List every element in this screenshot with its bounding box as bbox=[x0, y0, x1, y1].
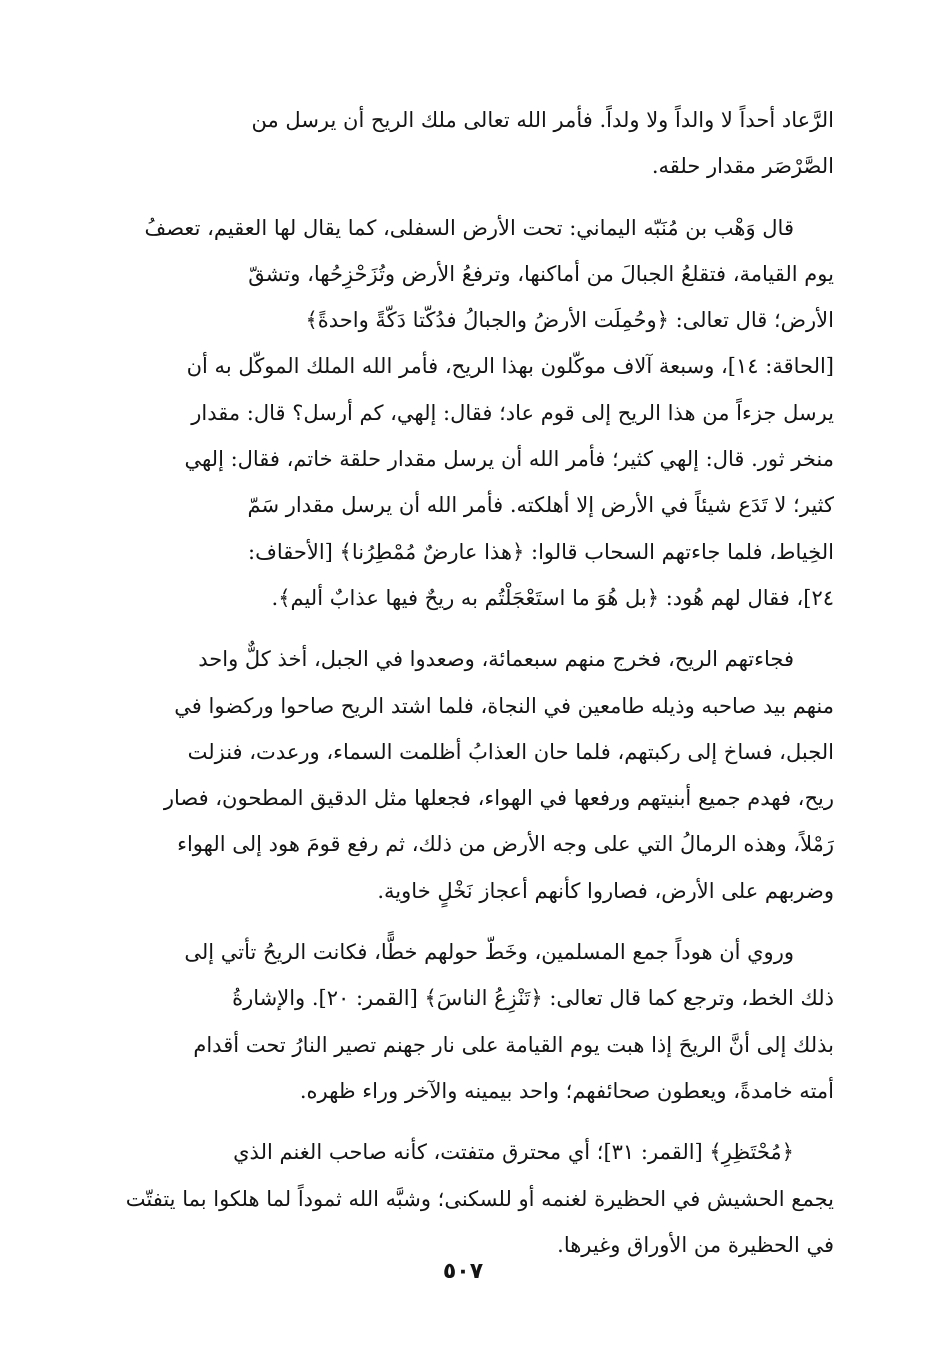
text-line: ريح، فهدم جميع أبنيتهم ورفعها في الهواء، فجعلها مثل الدقيق المطحون، فصار bbox=[163, 786, 834, 811]
text-line: [الحاقة: ١٤]، وسبعة آلاف موكّلون بهذا الريح، فأمر الله الملك الموكّل به أن bbox=[186, 354, 834, 379]
paragraph-1 bbox=[108, 97, 834, 190]
text-line: الجبل، فساخ إلى ركبتهم، فلما حان العذابُ أظلمت السماء، ورعدت، فنزلت bbox=[187, 739, 834, 764]
text-line: الصَّرْصَر مقدار حلقه. bbox=[651, 154, 834, 179]
text-line: يرسل جزءاً من هذا الريح إلى قوم عاد؛ فقال: إلهي، كم أرسل؟ قال: مقدار bbox=[191, 400, 834, 425]
text-line: يوم القيامة، فتقلعُ الجبالَ من أماكنها، وترفعُ الأرض وتُزَحْزِحُها، وتشقّ bbox=[248, 261, 834, 286]
text-line: ذلك الخط، وترجع كما قال تعالى: ﴿تَنْزِعُ الناسَ﴾ [القمر: ٢٠]. والإشارةُ bbox=[232, 986, 834, 1011]
paragraph-4 bbox=[108, 929, 834, 1114]
paragraph-3 bbox=[108, 636, 834, 914]
text-line: ﴿مُحْتَظِرِ﴾ [القمر: ٣١]؛ أي محترق متفتت، كأنه صاحب الغنم الذي bbox=[233, 1140, 794, 1165]
text-line: بذلك إلى أنَّ الريحَ إذا هبت يوم القيامة على نار جهنم تصير النارُ تحت أقدام bbox=[193, 1032, 834, 1057]
text-line: الخِياط، فلما جاءتهم السحاب قالوا: ﴿هذا عارضٌ مُمْطِرُنا﴾ [الأحقاف: bbox=[248, 539, 834, 564]
paragraph-5 bbox=[108, 1129, 834, 1268]
paragraph-2 bbox=[108, 205, 834, 622]
text-line: قال وَهْب بن مُنَبّه اليماني: تحت الأرض السفلى، كما يقال لها العقيم، تعصفُ bbox=[144, 215, 794, 240]
page-body bbox=[108, 97, 834, 1268]
text-line: الأرض؛ قال تعالى: ﴿وحُمِلَت الأرضُ والجبالُ فدُكّتا دَكّةً واحدةً﴾ bbox=[305, 308, 834, 333]
text-line: فجاءتهم الريح، فخرج منهم سبعمائة، وصعدوا في الجبل، أخذ كلٌّ واحد bbox=[198, 647, 794, 672]
text-line: رَمْلاً، وهذه الرمالُ التي على وجه الأرض من ذلك، ثم رفع قومَ هود إلى الهواء bbox=[177, 832, 834, 857]
text-line: الرَّعاد أحداً لا والداً ولا ولداً. فأمر الله تعالى ملك الريح أن يرسل من bbox=[251, 108, 834, 132]
text-line: وضربهم على الأرض، فصاروا كأنهم أعجاز نَخْلٍ خاوية. bbox=[377, 878, 834, 903]
text-line: ٢٤]، فقال لهم هُود: ﴿بل هُوَ ما استَعْجَلْتُم به ريحٌ فيها عذابٌ أليم﴾. bbox=[271, 585, 834, 610]
text-line: في الحظيرة من الأوراق وغيرها. bbox=[557, 1232, 834, 1257]
text-line: كثير؛ لا تَدَع شيئاً في الأرض إلا أهلكته. فأمر الله أن يرسل مقدار سَمّ bbox=[247, 493, 834, 518]
text-line: يجمع الحشيش في الحظيرة لغنمه أو للسكنى؛ وشبَّه الله ثموداً لما هلكوا بما يتفتّت bbox=[125, 1186, 834, 1211]
text-line: أمته خامدةً، ويعطون صحائفهم؛ واحد بيمينه والآخر وراء ظهره. bbox=[299, 1078, 834, 1103]
text-line: منهم بيد صاحبه وذيله طامعين في النجاة، فلما اشتد الريح صاحوا وركضوا في bbox=[174, 693, 834, 718]
text-line: منخر ثور. قال: إلهي كثير؛ فأمر الله أن يرسل مقدار حلقة خاتم، فقال: إلهي bbox=[184, 447, 834, 472]
text-line: وروي أن هوداً جمع المسلمين، وخَطّ حولهم خطًّا، فكانت الريحُ تأتي إلى bbox=[184, 940, 794, 965]
page-number: ٥٠٧ bbox=[442, 1259, 484, 1284]
